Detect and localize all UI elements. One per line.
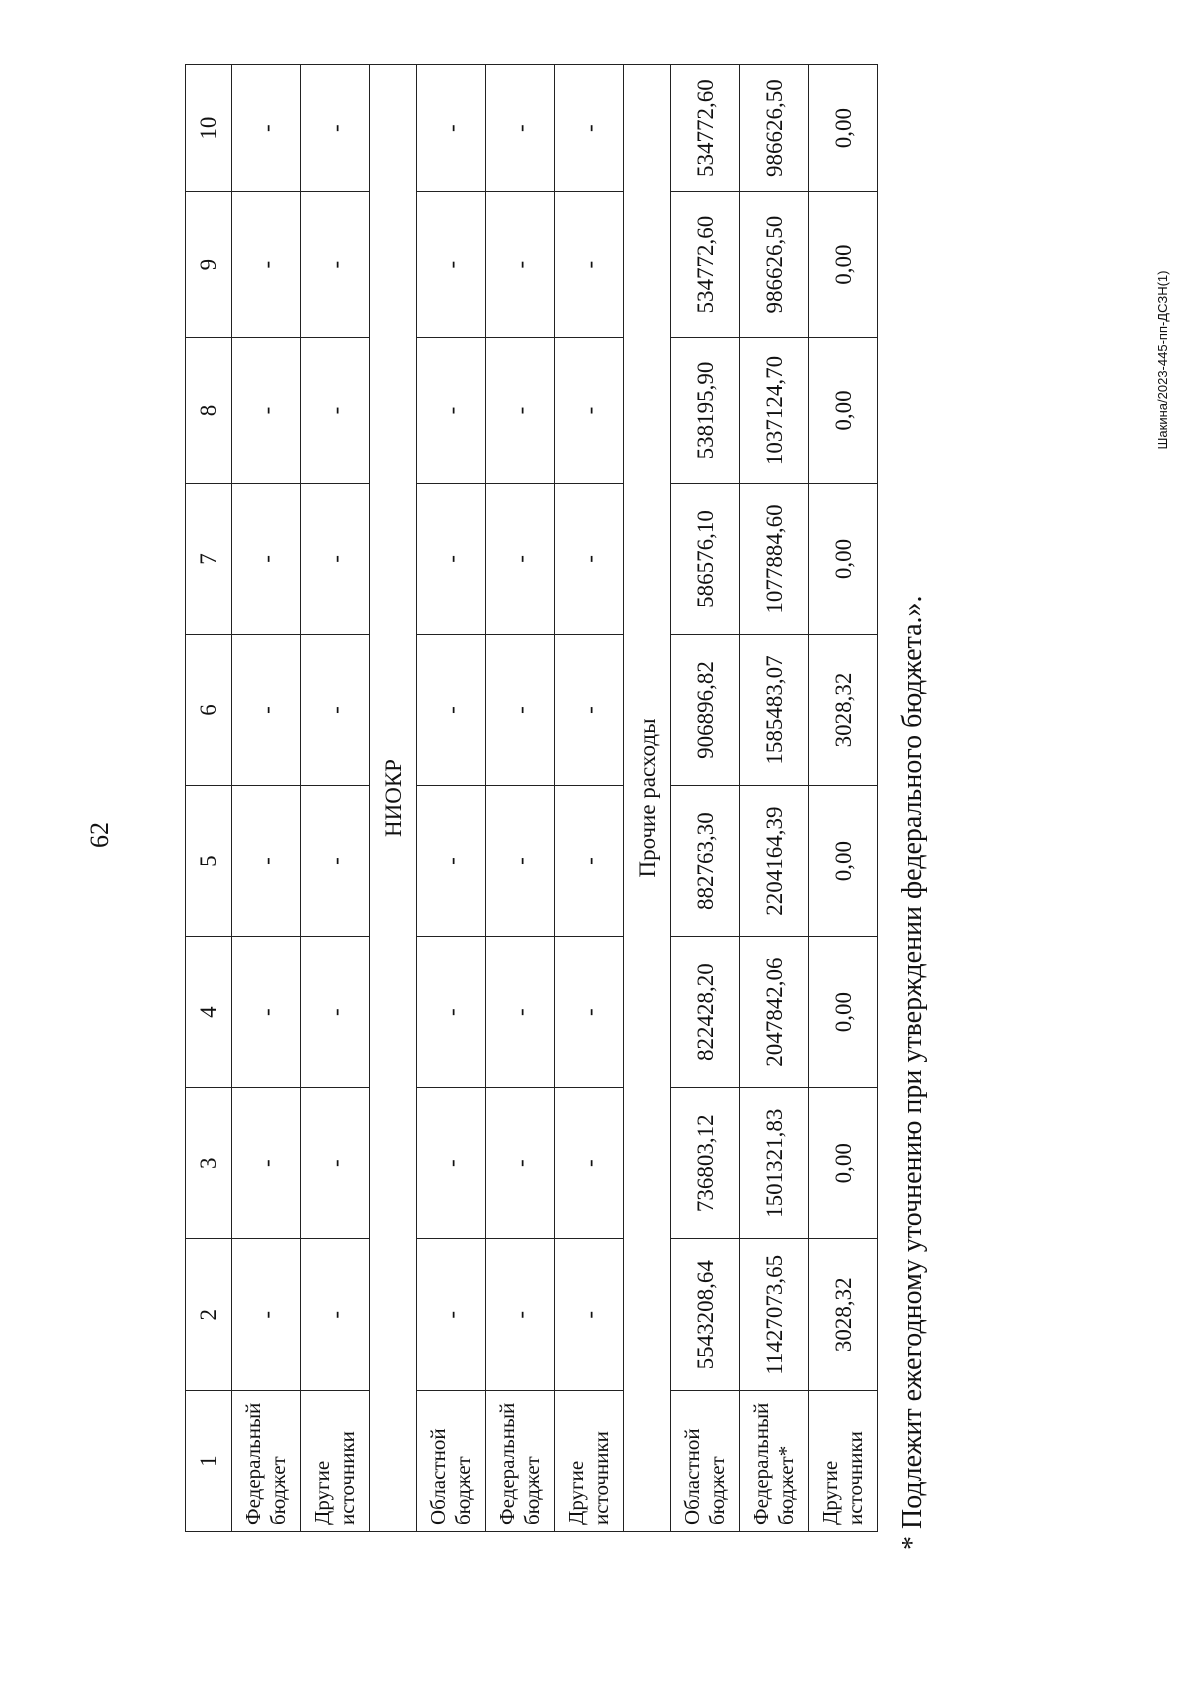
table-row [486, 65, 555, 1532]
table-cell: 586576,10 [671, 483, 740, 634]
column-header: 3 [186, 1088, 232, 1239]
column-header: 7 [186, 483, 232, 634]
table-cell: - [232, 786, 301, 937]
table-cell: - [301, 1239, 370, 1391]
table-cell: 1077884,60 [740, 483, 809, 634]
table-cell: - [486, 1239, 555, 1391]
column-header: 1 [186, 1391, 232, 1532]
table-cell: - [555, 65, 624, 192]
table-cell: - [555, 1088, 624, 1239]
row-label: Областной бюджет [671, 1391, 740, 1532]
table-row [740, 65, 809, 1532]
table-cell: - [555, 192, 624, 338]
table-cell: - [417, 634, 486, 785]
table-cell: - [555, 786, 624, 937]
section-row-niokr [370, 65, 417, 1532]
table-cell: 0,00 [809, 192, 878, 338]
table-cell: - [486, 1088, 555, 1239]
table-cell: 1037124,70 [740, 338, 809, 484]
table-cell: 3028,32 [809, 634, 878, 785]
footnote: * Подлежит ежегодному уточнению при утверждении федерального бюджета.». [897, 595, 928, 1550]
table-cell: - [417, 937, 486, 1088]
table-cell: 822428,20 [671, 937, 740, 1088]
table-cell: 986626,50 [740, 65, 809, 192]
column-header: 8 [186, 338, 232, 484]
table-cell: - [486, 65, 555, 192]
table-cell: - [301, 192, 370, 338]
table-cell: 2204164,39 [740, 786, 809, 937]
column-header: 9 [186, 192, 232, 338]
table-cell: 11427073,65 [740, 1239, 809, 1391]
financing-table [185, 64, 878, 1532]
row-label: Федеральный бюджет* [740, 1391, 809, 1532]
table-cell: 0,00 [809, 786, 878, 937]
row-label: Другие источники [809, 1391, 878, 1532]
table-cell: 5543208,64 [671, 1239, 740, 1391]
table-cell: - [232, 634, 301, 785]
table-cell: - [417, 1088, 486, 1239]
table-cell: 0,00 [809, 483, 878, 634]
table-cell: 1585483,07 [740, 634, 809, 785]
table-cell: - [486, 634, 555, 785]
column-header: 5 [186, 786, 232, 937]
table-cell: - [555, 338, 624, 484]
table-cell: 0,00 [809, 338, 878, 484]
table-cell: - [486, 937, 555, 1088]
table-row [809, 65, 878, 1532]
table-cell: 2047842,06 [740, 937, 809, 1088]
table-cell: 736803,12 [671, 1088, 740, 1239]
table-cell: - [417, 483, 486, 634]
column-header: 6 [186, 634, 232, 785]
table-cell: - [417, 786, 486, 937]
row-label: Другие источники [301, 1391, 370, 1532]
table-cell: - [232, 338, 301, 484]
row-label: Федеральный бюджет [486, 1391, 555, 1532]
table-cell: - [301, 937, 370, 1088]
table-cell: - [232, 65, 301, 192]
table-cell: - [301, 634, 370, 785]
section-title: НИОКР [370, 65, 417, 1532]
table-cell: 538195,90 [671, 338, 740, 484]
section-title: Прочие расходы [624, 65, 671, 1532]
table-cell: - [232, 1239, 301, 1391]
table-cell: - [301, 338, 370, 484]
table-cell: - [301, 786, 370, 937]
table-row [417, 65, 486, 1532]
table-cell: - [232, 192, 301, 338]
table-row [555, 65, 624, 1532]
table-cell: - [486, 192, 555, 338]
table-cell: 0,00 [809, 1088, 878, 1239]
column-header: 4 [186, 937, 232, 1088]
table-cell: - [555, 483, 624, 634]
header-row [186, 65, 232, 1532]
table-cell: - [486, 483, 555, 634]
table-cell: 986626,50 [740, 192, 809, 338]
table-cell: - [555, 634, 624, 785]
table-row [301, 65, 370, 1532]
table-cell: 906896,82 [671, 634, 740, 785]
table-cell: - [232, 1088, 301, 1239]
table-cell: - [232, 937, 301, 1088]
table-cell: 3028,32 [809, 1239, 878, 1391]
table-cell: - [486, 338, 555, 484]
column-header: 2 [186, 1239, 232, 1391]
table-row [232, 65, 301, 1532]
table-cell: - [555, 937, 624, 1088]
column-header: 10 [186, 65, 232, 192]
table-cell: 882763,30 [671, 786, 740, 937]
table-cell: - [301, 65, 370, 192]
rotated-page-content [185, 60, 955, 1590]
table-cell: - [417, 338, 486, 484]
table-cell: - [417, 1239, 486, 1391]
table-cell: - [301, 1088, 370, 1239]
table-cell: - [232, 483, 301, 634]
section-row-other-expenses [624, 65, 671, 1532]
table-cell: - [486, 786, 555, 937]
row-label: Федеральный бюджет [232, 1391, 301, 1532]
table-cell: 0,00 [809, 65, 878, 192]
table-row [671, 65, 740, 1532]
table-cell: - [417, 65, 486, 192]
table-cell: 534772,60 [671, 65, 740, 192]
row-label: Областной бюджет [417, 1391, 486, 1532]
row-label: Другие источники [555, 1391, 624, 1532]
table-cell: 0,00 [809, 937, 878, 1088]
table-cell: 534772,60 [671, 192, 740, 338]
table-cell: - [301, 483, 370, 634]
table-cell: 1501321,83 [740, 1088, 809, 1239]
table-cell: - [555, 1239, 624, 1391]
table-cell: - [417, 192, 486, 338]
